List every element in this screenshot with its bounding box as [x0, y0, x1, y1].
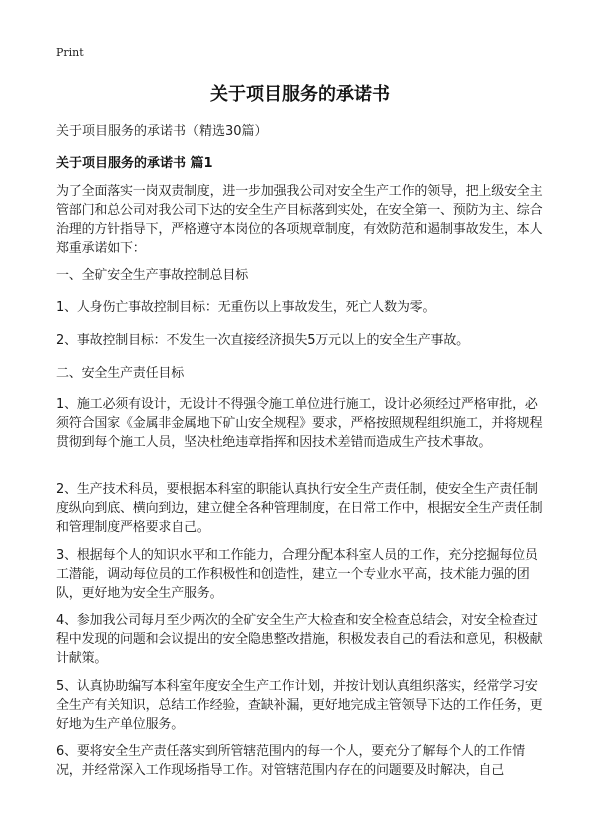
- section-heading: 关于项目服务的承诺书 篇1: [56, 156, 213, 171]
- paragraph-item-3: 3、根据每个人的知识水平和工作能力，合理分配本科室人员的工作，充分挖掘每位员工潜能，调动每位员的工作积极性和创造性，建立一个专业水平高，技术能力强的团队，更好地为安全生产服务。: [56, 548, 538, 601]
- heading-responsibility-target: 二、安全生产责任目标: [56, 366, 185, 381]
- paragraph-item-6: 6、要将安全生产责任落实到所管辖范围内的每一个人，要充分了解每个人的工作情况，并经常深入工作现场指导工作。对管辖范围内存在的问题要及时解决，自己: [56, 744, 525, 778]
- paragraph-accident-target: 2、事故控制目标：不发生一次直接经济损失5万元以上的安全生产事故。: [56, 333, 469, 348]
- paragraph-item-5: 5、认真协助编写本科室年度安全生产工作计划，并按计划认真组织落实，经常学习安全生产有关知识，总结工作经验，查缺补漏，更好地完成主管领导下达的工作任务，更好地为生产单位服务。: [56, 679, 543, 732]
- paragraph-item-4: 4、参加我公司每月至少两次的全矿安全生产大检查和安全检查总结会，对安全检查过程中发现的问题和会议提出的安全隐患整改措施，积极发表自己的看法和意见，积极献计献策。: [56, 613, 543, 666]
- paragraph-item-1: 1、施工必须有设计，无设计不得强令施工单位进行施工，设计必须经过严格审批，必须符合国家《金属非金属地下矿山安全规程》要求，严格按照规程组织施工，并将规程贯彻到每个施工人员，坚决杜绝违章指挥和因技术差错而造成生产技术事故。: [56, 397, 543, 450]
- paragraph-intro: 为了全面落实一岗双责制度，进一步加强我公司对安全生产工作的领导，把上级安全主管部门和总公司对我公司下达的安全生产目标落到实处，在安全第一、预防为主、综合治理的方针指导下，严格遵守本岗位的各项规章制度，有效防范和遏制事故发生，本人郑重承诺如下：: [56, 184, 543, 256]
- heading-overall-target: 一、全矿安全生产事故控制总目标: [56, 268, 249, 283]
- print-link[interactable]: Print: [56, 46, 84, 59]
- page-title: 关于项目服务的承诺书: [210, 84, 390, 105]
- paragraph-casualty-target: 1、人身伤亡事故控制目标：无重伤以上事故发生，死亡人数为零。: [56, 300, 436, 315]
- document-subtitle: 关于项目服务的承诺书（精选30篇）: [56, 124, 268, 139]
- paragraph-item-2: 2、生产技术科员，要根据本科室的职能认真执行安全生产责任制，使安全生产责任制度纵向到底、横向到边，建立健全各种管理制度，在日常工作中，根据安全生产责任制和管理制度严格要求自己。: [56, 482, 543, 535]
